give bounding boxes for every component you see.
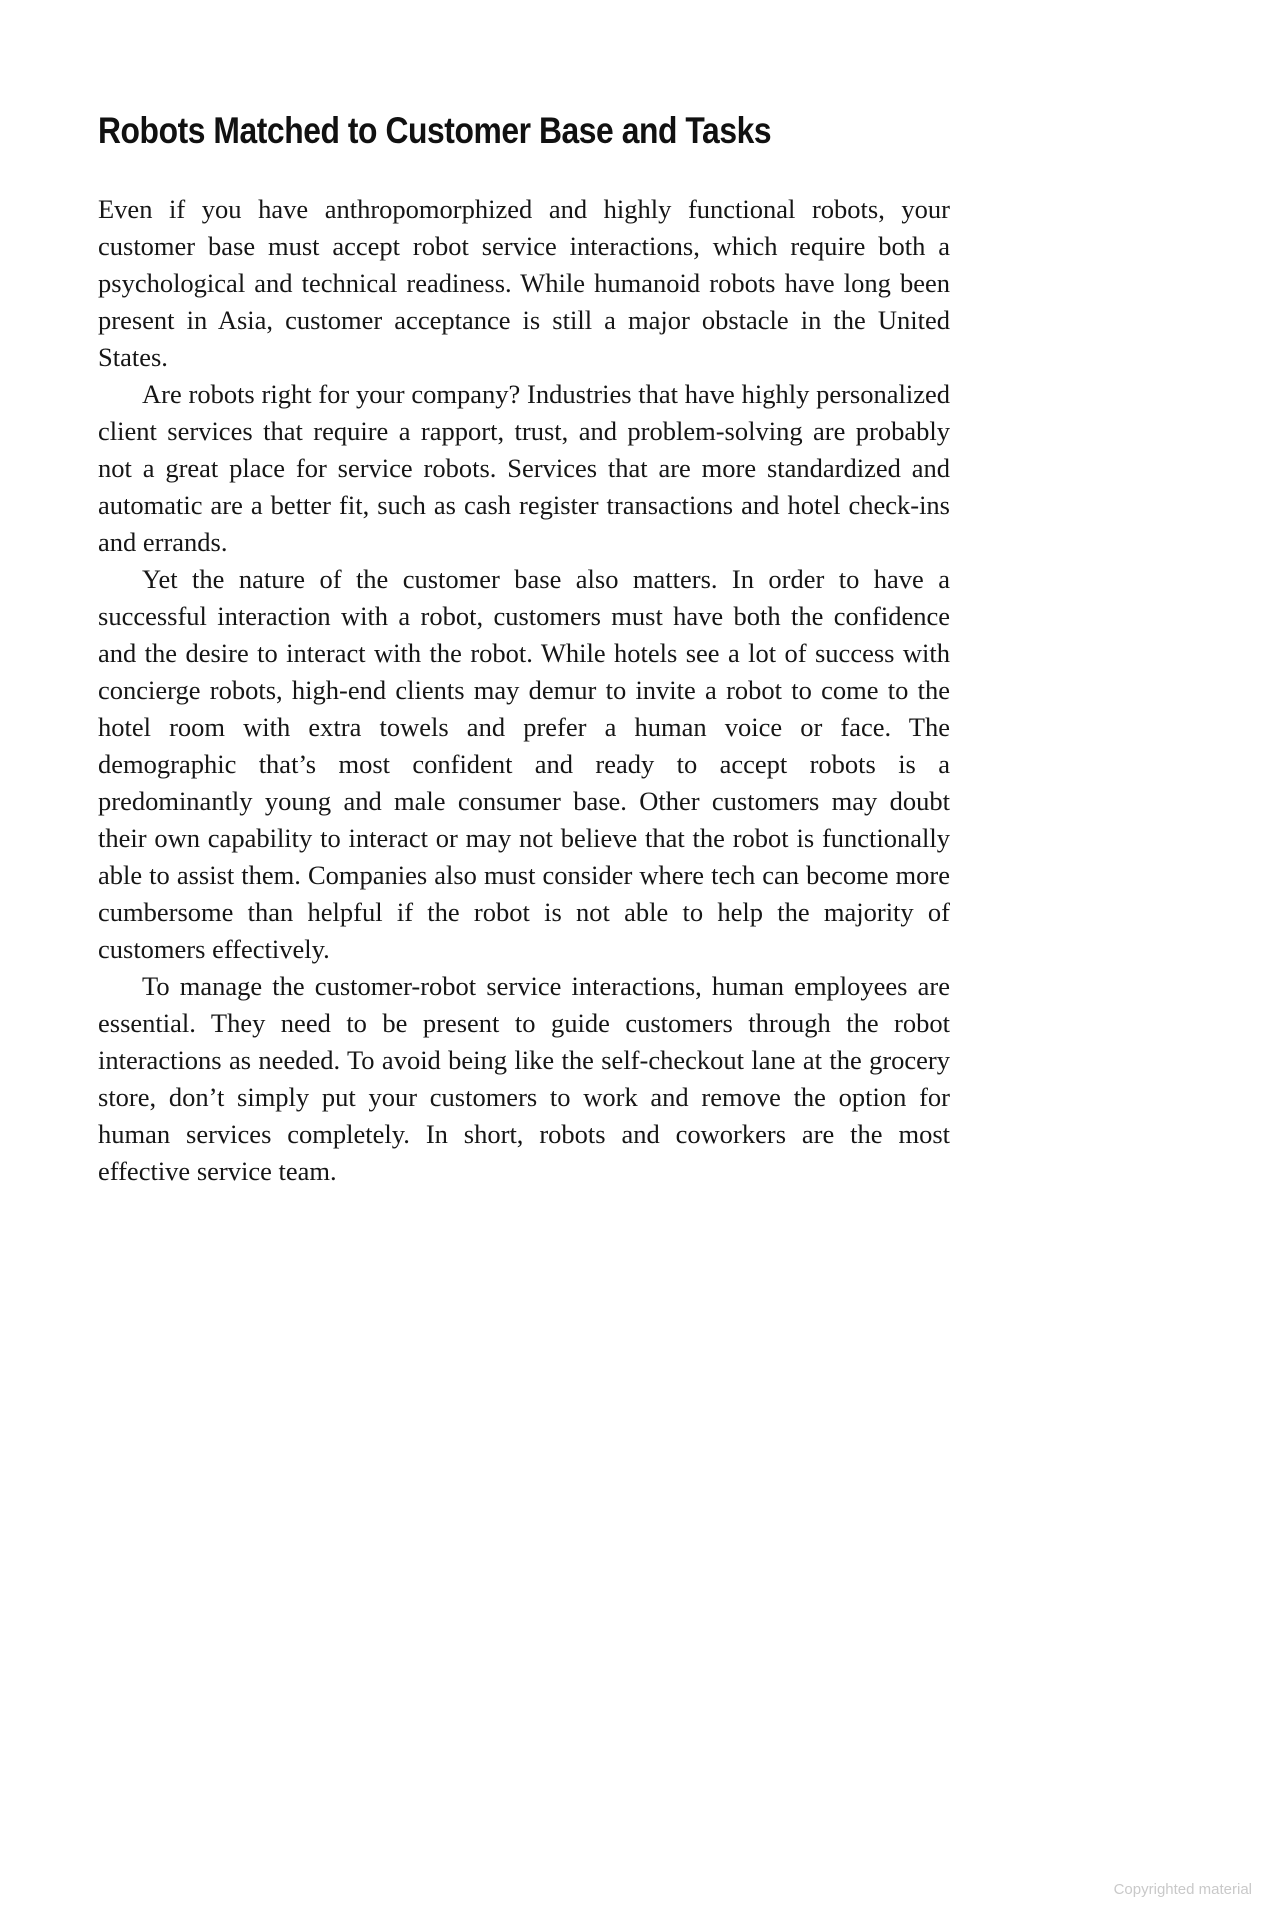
paragraph: Yet the nature of the customer base also matters. In order to have a successful interaction with a robot, customers must have both the confidence and the desire to interact with the robot. While hotels see a lot of success with concierge robots, high-end clients may demur to invite a robot to come to the hotel room with extra towels and prefer a human voice or face. The demographic that’s most confident and ready to accept robots is a predominantly young and male consumer base. Other customers may doubt their own capability to interact or may not believe that the robot is functionally able to assist them. Companies also must consider where tech can become more cumbersome than helpful if the robot is not able to help the majority of customers effectively. (98, 563, 950, 964)
body-text (98, 191, 950, 1190)
copyright-watermark: Copyrighted material (1113, 1881, 1252, 1898)
page-content (98, 110, 950, 1190)
section-heading: Robots Matched to Customer Base and Tasks (98, 110, 772, 151)
paragraph: Are robots right for your company? Industries that have highly personalized client services that require a rapport, trust, and problem-solving are probably not a great place for service robots. Services that are more standardized and automatic are a better fit, such as cash register transactions and hotel check-ins and errands. (98, 378, 950, 557)
paragraph: To manage the customer-robot service interactions, human employees are essential. They need to be present to guide customers through the robot interactions as needed. To avoid being like the self-checkout lane at the grocery store, don’t simply put your customers to work and remove the option for human services completely. In short, robots and coworkers are the most effective service team. (98, 970, 950, 1186)
paragraph: Even if you have anthropomorphized and highly functional robots, your customer base must accept robot service interactions, which require both a psychological and technical readiness. While humanoid robots have long been present in Asia, customer acceptance is still a major obstacle in the United States. (98, 193, 950, 372)
